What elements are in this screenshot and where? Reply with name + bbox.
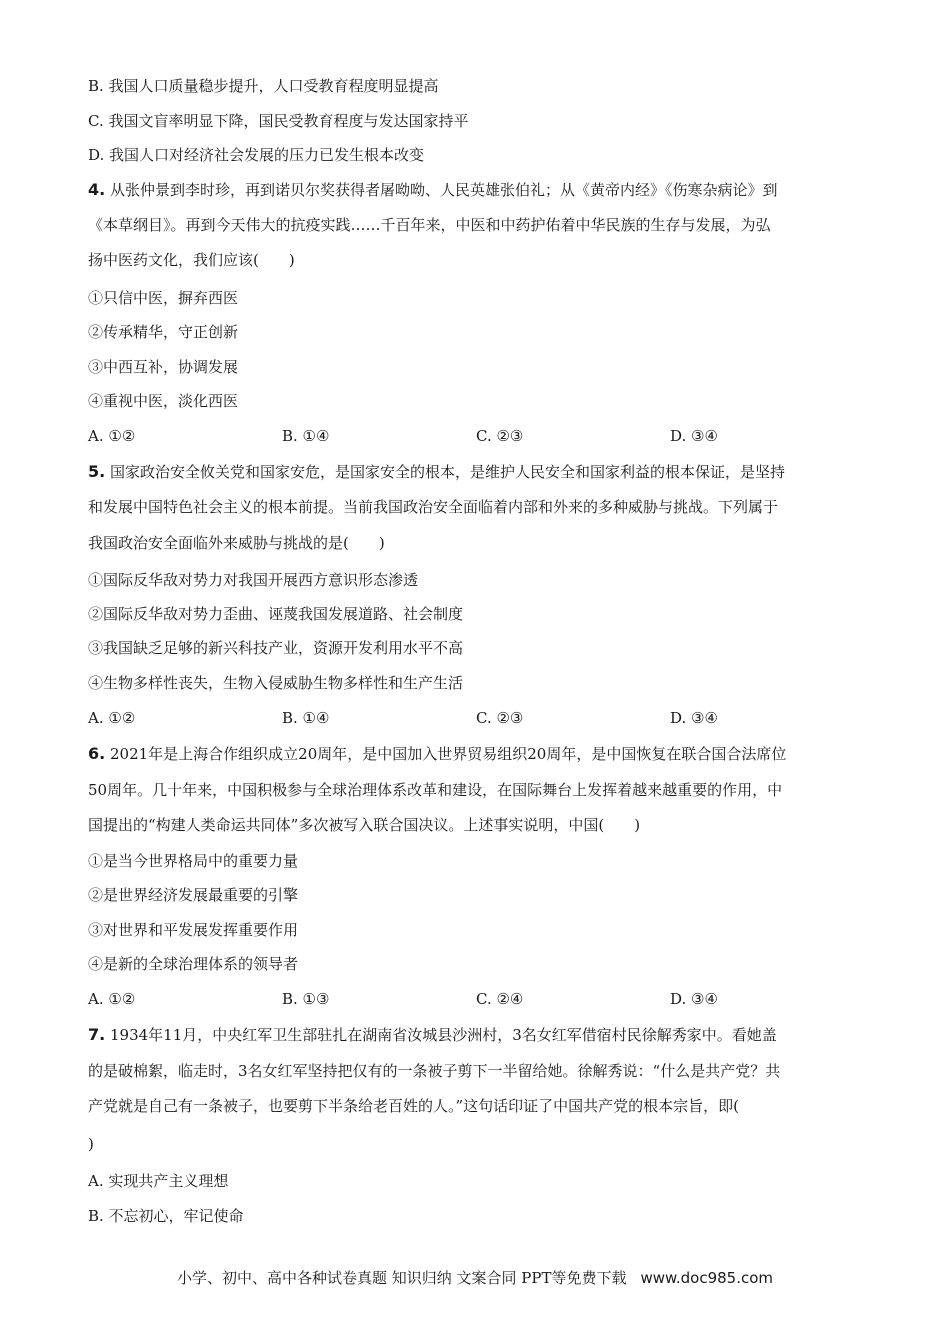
q6-item-4: ④是新的全球治理体系的领导者 <box>88 955 299 973</box>
prev-option-c: C. 我国文盲率明显下降，国民受教育程度与发达国家持平 <box>88 112 469 130</box>
footer-text: 小学、初中、高中各种试卷真题 知识归纳 文案合同 PPT等免费下载 <box>176 1269 627 1287</box>
q5-item-3: ③我国缺乏足够的新兴科技产业，资源开发利用水平不高 <box>88 639 464 657</box>
q4-stem-line-1: 4. 从张仲景到李时珍，再到诺贝尔奖获得者屠呦呦、人民英雄张伯礼；从《黄帝内经》《伤寒杂病论》到 <box>88 180 778 199</box>
q4-item-2: ②传承精华，守正创新 <box>88 323 239 341</box>
q6-option-b: B. ①③ <box>282 990 330 1008</box>
q6-stem-line-3: 国提出的“构建人类命运共同体”多次被写入联合国决议。上述事实说明，中国( ) <box>88 816 641 834</box>
q5-stem-line-1: 5. 国家政治安全攸关党和国家安危，是国家安全的根本，是维护人民安全和国家利益的根本保证，是坚持 <box>88 462 786 481</box>
q4-option-c: C. ②③ <box>476 427 524 445</box>
q6-option-d: D. ③④ <box>670 990 718 1008</box>
q6-option-c: C. ②④ <box>476 990 524 1008</box>
q6-option-a: A. ①② <box>88 990 136 1008</box>
footer-url-link[interactable]: www.doc985.com <box>640 1269 774 1287</box>
q5-stem-line-2: 和发展中国特色社会主义的根本前提。当前我国政治安全面临着内部和外来的多种威胁与挑战。下列属于 <box>88 498 779 516</box>
q4-stem-line-2: 《本草纲目》。再到今天伟大的抗疫实践……千百年来，中医和中药护佑着中华民族的生存与发展，为弘 <box>88 216 771 234</box>
q7-stem-line-4: ) <box>88 1135 94 1153</box>
prev-option-d: D. 我国人口对经济社会发展的压力已发生根本改变 <box>88 146 425 164</box>
q5-option-d: D. ③④ <box>670 709 718 727</box>
q4-option-d: D. ③④ <box>670 427 718 445</box>
q6-item-2: ②是世界经济发展最重要的引擎 <box>88 886 299 904</box>
q5-stem-line-3: 我国政治安全面临外来威胁与挑战的是( ) <box>88 534 385 552</box>
q5-item-1: ①国际反华敌对势力对我国开展西方意识形态渗透 <box>88 571 419 589</box>
q7-option-b: B. 不忘初心，牢记使命 <box>88 1207 244 1225</box>
page-footer <box>0 1268 950 1288</box>
q6-number: 6. <box>88 744 106 763</box>
q6-stem-line-2: 50周年。几十年来，中国积极参与全球治理体系改革和建设，在国际舞台上发挥着越来越重要的作用，中 <box>88 781 783 799</box>
prev-option-b: B. 我国人口质量稳步提升，人口受教育程度明显提高 <box>88 77 439 95</box>
q4-stem-line-3: 扬中医药文化，我们应该( ) <box>88 251 295 269</box>
q4-option-a: A. ①② <box>88 427 136 445</box>
q5-item-2: ②国际反华敌对势力歪曲、诬蔑我国发展道路、社会制度 <box>88 605 464 623</box>
q5-item-4: ④生物多样性丧失，生物入侵威胁生物多样性和生产生活 <box>88 674 464 692</box>
q4-item-4: ④重视中医，淡化西医 <box>88 392 239 410</box>
q5-option-b: B. ①④ <box>282 709 330 727</box>
q4-number: 4. <box>88 180 106 199</box>
q7-stem-line-2: 的是破棉絮，临走时，3名女红军坚持把仅有的一条被子剪下一半留给她。徐解秀说：“什么是共产党？共 <box>88 1062 781 1080</box>
q7-option-a: A. 实现共产主义理想 <box>88 1172 229 1190</box>
q6-item-1: ①是当今世界格局中的重要力量 <box>88 852 299 870</box>
q7-stem-line-1: 7. 1934年11月，中央红军卫生部驻扎在湖南省汝城县沙洲村，3名女红军借宿村民徐解秀家中。看她盖 <box>88 1025 777 1044</box>
q5-option-a: A. ①② <box>88 709 136 727</box>
q4-item-1: ①只信中医，摒弃西医 <box>88 289 239 307</box>
q7-number: 7. <box>88 1025 106 1044</box>
q4-option-b: B. ①④ <box>282 427 330 445</box>
q6-stem-line-1: 6. 2021年是上海合作组织成立20周年，是中国加入世界贸易组织20周年，是中国恢复在联合国合法席位 <box>88 744 787 763</box>
q4-item-3: ③中西互补，协调发展 <box>88 358 239 376</box>
q5-number: 5. <box>88 462 106 481</box>
q6-item-3: ③对世界和平发展发挥重要作用 <box>88 921 299 939</box>
q7-stem-line-3: 产党就是自己有一条被子，也要剪下半条给老百姓的人。”这句话印证了中国共产党的根本宗旨，即( <box>88 1097 740 1115</box>
q5-option-c: C. ②③ <box>476 709 524 727</box>
